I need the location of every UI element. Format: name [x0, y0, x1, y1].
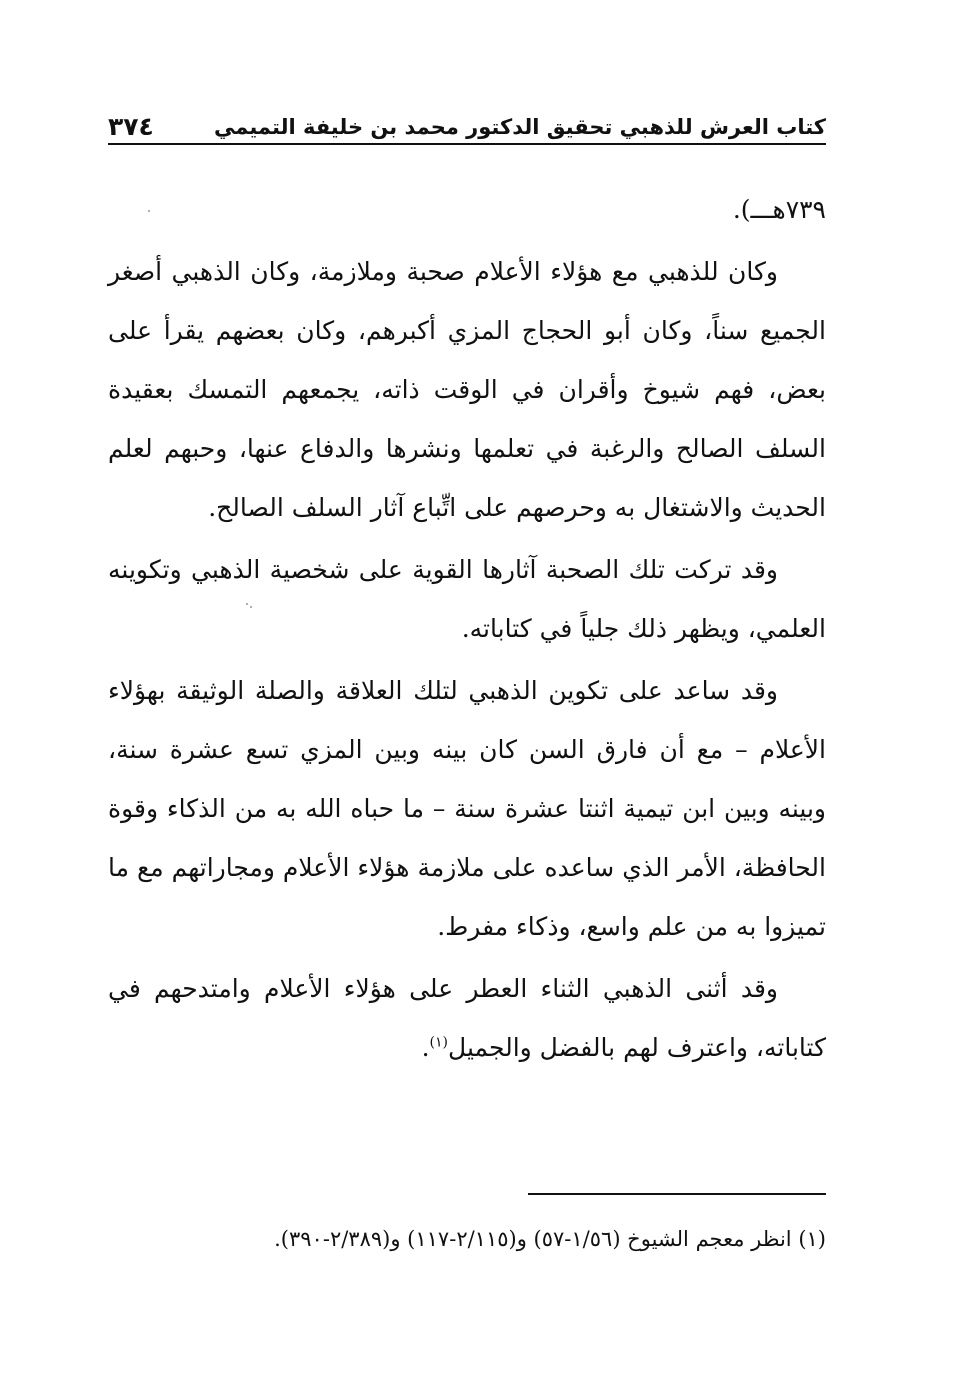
paragraph-4-text: وقد أثنى الذهبي الثناء العطر على هؤلاء الأعلام وامتدحهم في كتاباته، واعترف لهم بالفضل والجميل [108, 974, 826, 1062]
header-rule [108, 143, 826, 145]
paragraph-3: وقد ساعد على تكوين الذهبي لتلك العلاقة والصلة الوثيقة بهؤلاء الأعلام – مع أن فارق السن كان بينه وبين المزي تسع عشرة سنة، وبينه وبين ابن تيمية اثنتا عشرة سنة – ما حباه الله به من الذكاء وقوة الحافظة، الأمر الذي ساعده على ملازمة هؤلاء الأعلام ومجاراتهم مع ما تميزوا به من علم واسع، وذكاء مفرط. [108, 676, 826, 941]
scan-speck [148, 210, 150, 212]
scan-speck [246, 603, 248, 605]
continuation-line: ٧٣٩هـــ). [732, 195, 826, 224]
scan-speck [250, 606, 252, 608]
paragraph-4 [108, 959, 826, 1077]
footnote: (١) انظر معجم الشيوخ (١/٥٦-٥٧) و(٢/١١٥-١١٧) و(٢/٣٨٩-٣٩٠). [274, 1227, 826, 1251]
page-number: ٣٧٤ [108, 112, 154, 141]
body-text [108, 180, 826, 1077]
paragraph-2: وقد تركت تلك الصحبة آثارها القوية على شخصية الذهبي وتكوينه العلمي، ويظهر ذلك جلياً في كتاباته. [108, 555, 826, 643]
running-header [108, 100, 826, 142]
paragraph-1: وكان للذهبي مع هؤلاء الأعلام صحبة وملازمة، وكان الذهبي أصغر الجميع سناً، وكان أبو الحجاج المزي أكبرهم، وكان بعضهم يقرأ على بعض، فهم شيوخ وأقران في الوقت ذاته، يجمعهم التمسك بعقيدة السلف الصالح والرغبة في تعلمها ونشرها والدفاع عنها، وحبهم لعلم الحديث والاشتغال به وحرصهم على اتِّباع آثار السلف الصالح. [108, 257, 826, 522]
paragraph-4-end: . [421, 1033, 430, 1062]
footnote-rule [528, 1193, 826, 1195]
header-title: كتاب العرش للذهبي تحقيق الدكتور محمد بن خليفة التميمي [214, 115, 826, 139]
footnote-reference: (١) [429, 1034, 449, 1051]
